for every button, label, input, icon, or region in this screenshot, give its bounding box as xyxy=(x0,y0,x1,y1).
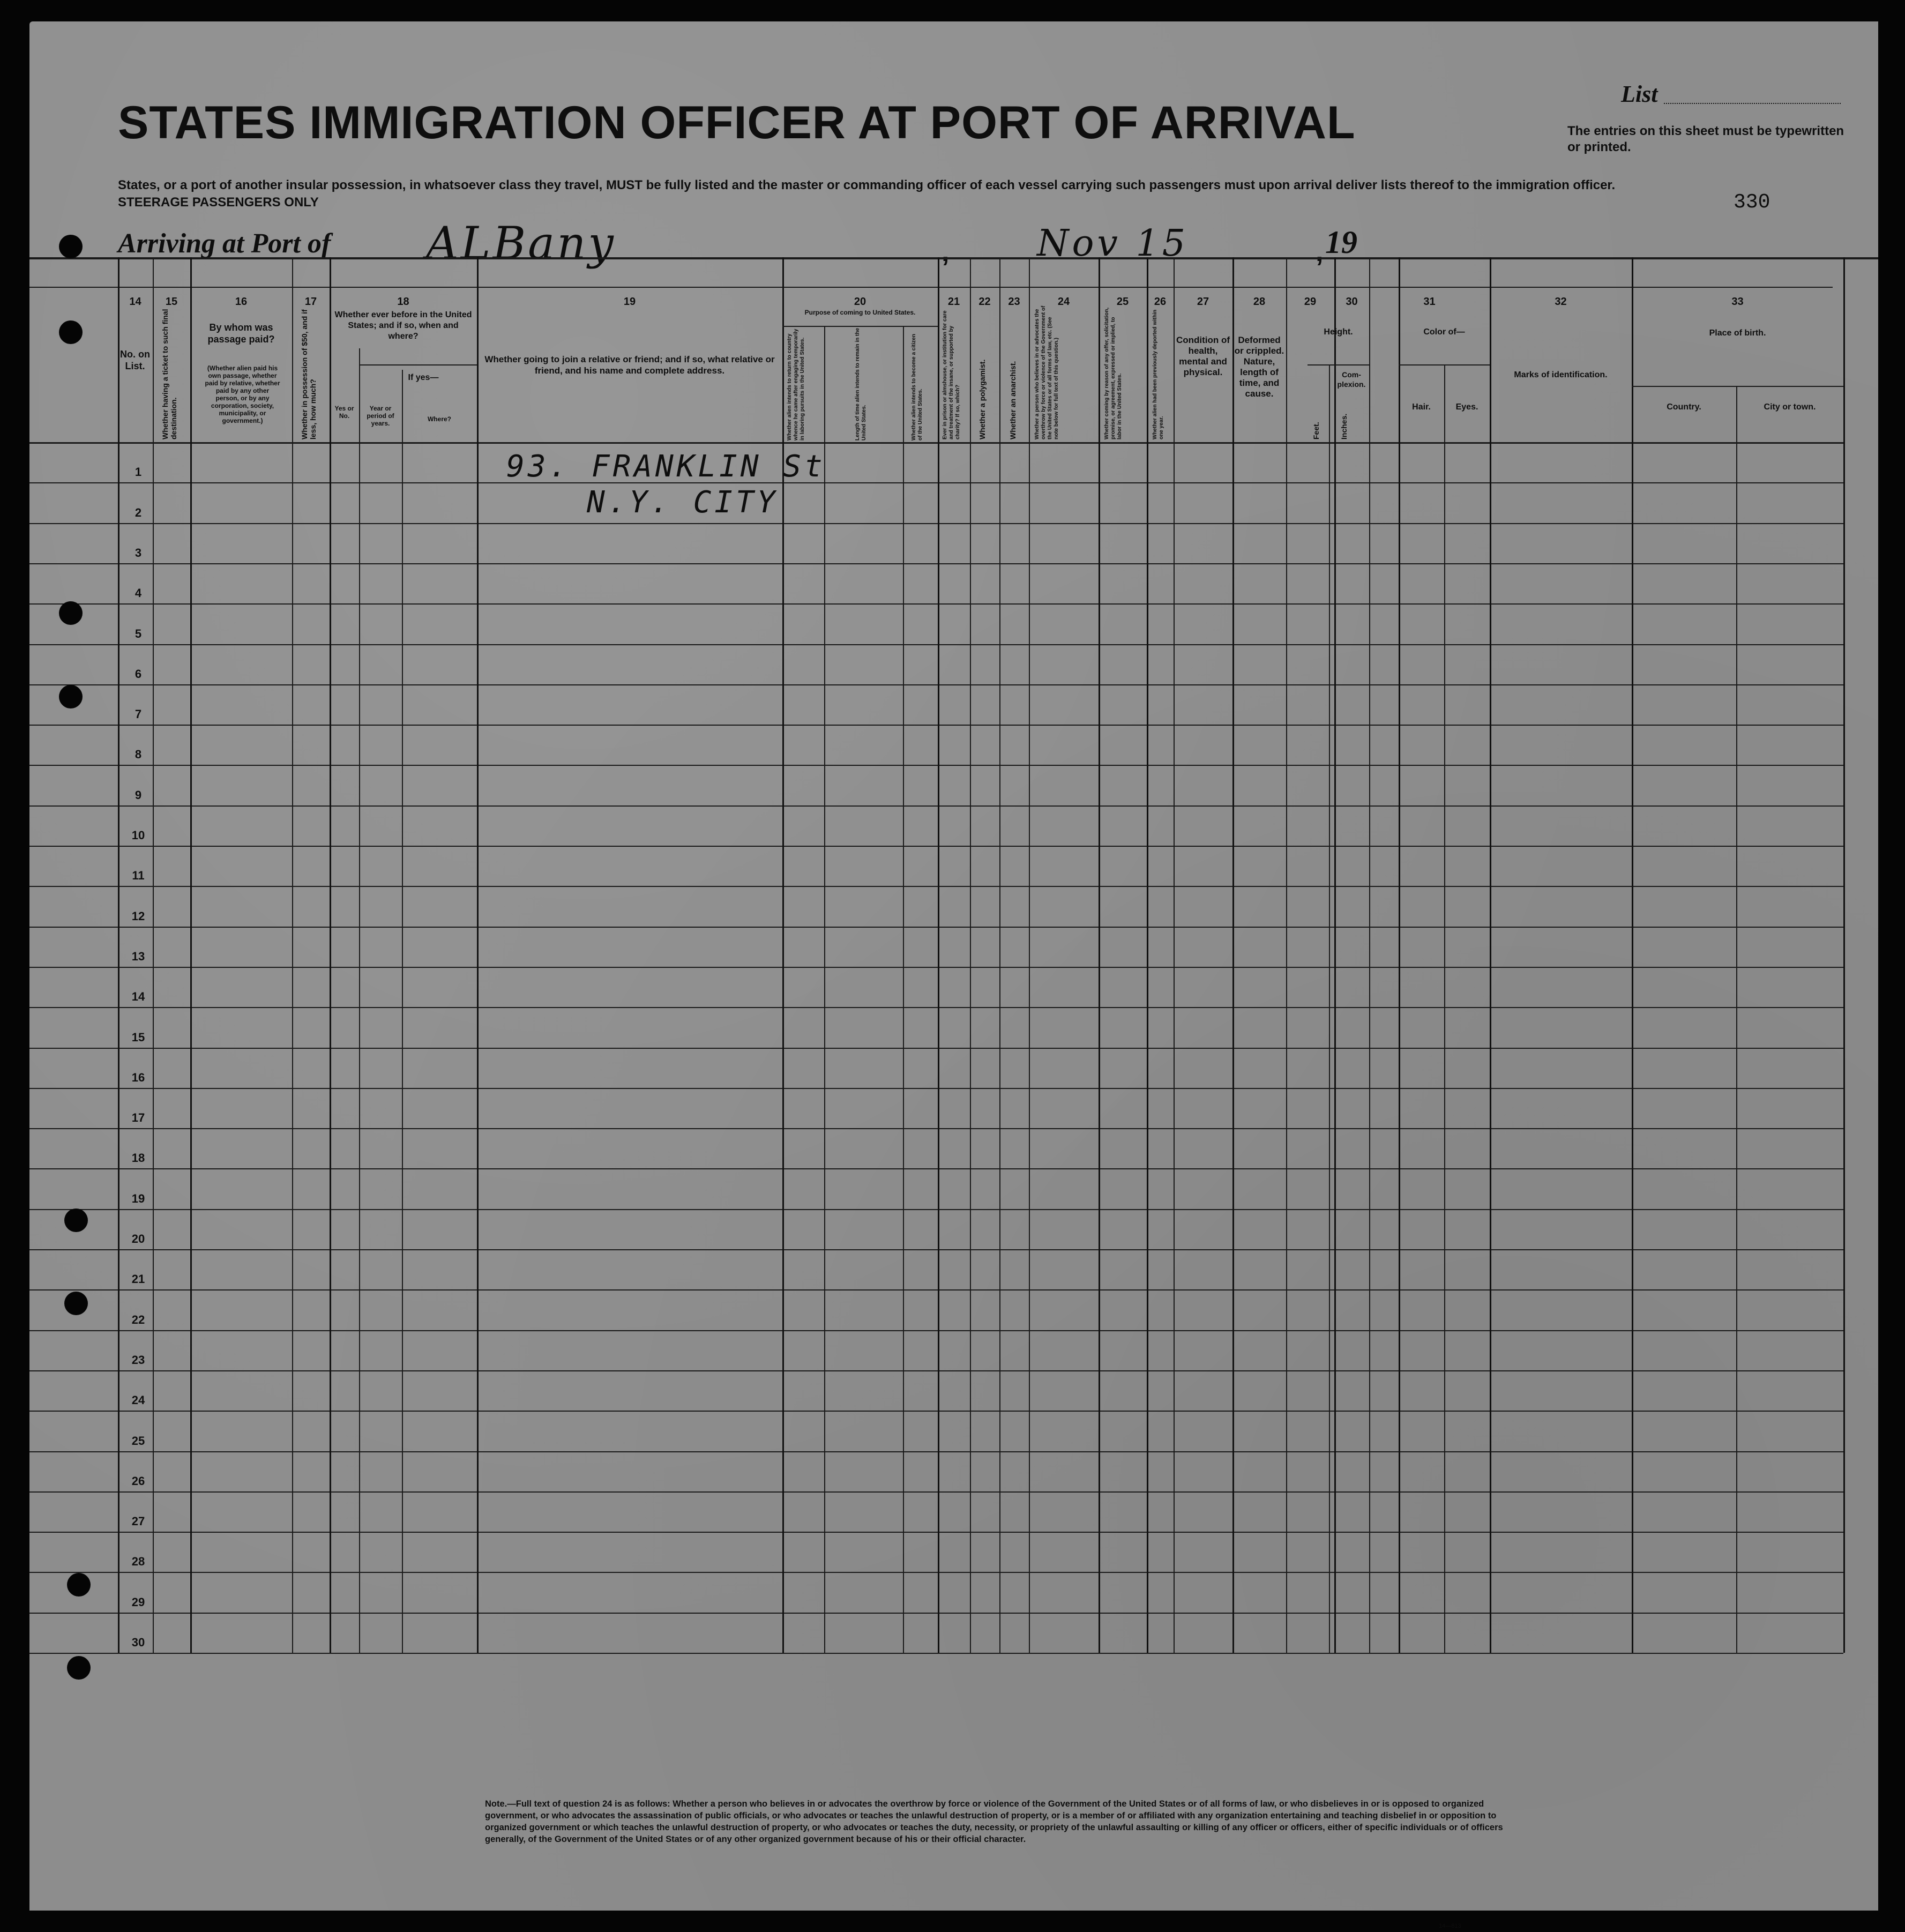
column-number: 19 xyxy=(623,296,636,308)
column-number: 29 xyxy=(1304,296,1317,308)
row-rule xyxy=(29,765,1843,766)
header-passage-paid: By whom was passage paid? xyxy=(207,322,275,345)
header-length-of-time: Length of time alien intends to remain in the United States. xyxy=(855,327,867,441)
row-number: 21 xyxy=(131,1272,145,1286)
row-number: 1 xyxy=(135,465,142,479)
header-fifty-dollars: Whether in possession of $50, and if less, how much? xyxy=(300,309,317,439)
row-rule xyxy=(29,1048,1843,1049)
row1-address-line1: 93. FRANKLIN St xyxy=(506,449,826,484)
header-eyes: Eyes. xyxy=(1455,402,1478,412)
column-number: 31 xyxy=(1423,296,1436,308)
column-rule xyxy=(477,257,479,1653)
row-number: 9 xyxy=(135,788,142,802)
column-number: 26 xyxy=(1154,296,1167,308)
row-rule xyxy=(29,1411,1843,1412)
row-number: 6 xyxy=(135,667,142,681)
header-place-of-birth: Place of birth. xyxy=(1709,329,1766,338)
row-number: 2 xyxy=(135,505,142,519)
column-rule xyxy=(1843,257,1845,1653)
column-number: 30 xyxy=(1346,296,1358,308)
column-number: 33 xyxy=(1731,296,1744,308)
column-rule xyxy=(1029,257,1030,1653)
column-rule xyxy=(1369,257,1370,1653)
row-number: 17 xyxy=(131,1111,145,1125)
column-rule xyxy=(1099,257,1100,1653)
subcolumn-rule xyxy=(1736,386,1737,1653)
subcolumn-rule xyxy=(824,326,825,1653)
row-rule xyxy=(29,1289,1843,1291)
column-rule xyxy=(118,257,119,1653)
subcolumn-rule xyxy=(1329,364,1330,1653)
subheader-rule xyxy=(1399,364,1490,365)
row-number: 18 xyxy=(131,1151,145,1165)
row-number: 27 xyxy=(131,1515,145,1528)
row-number: 20 xyxy=(131,1232,145,1245)
manifest-sheet xyxy=(29,21,1878,1929)
row-number: 16 xyxy=(131,1070,145,1084)
column-number: 22 xyxy=(978,296,991,308)
row-rule xyxy=(29,1653,1843,1654)
row-rule xyxy=(29,563,1843,564)
row-rule xyxy=(29,805,1843,807)
row-rule xyxy=(29,603,1843,605)
row-number: 15 xyxy=(131,1030,145,1044)
header-no-on-list: No. on List. xyxy=(120,349,150,371)
header-offer-labor: Whether coming by reason of any offer, solicitation, promise, or agreement, expressed or implied, to labor in the United States. xyxy=(1104,307,1123,439)
column-rule xyxy=(938,257,939,1653)
header-citizen-intent: Whether alien intends to become a citizen of the United States. xyxy=(911,334,923,441)
row-rule xyxy=(29,644,1843,645)
header-condition-health: Condition of health, mental and physical. xyxy=(1176,335,1230,377)
header-year-period: Year or period of years. xyxy=(367,405,394,427)
column-number: 20 xyxy=(854,296,866,308)
column-number: 21 xyxy=(947,296,960,308)
column-rule xyxy=(1174,257,1175,1653)
subcolumn-rule xyxy=(359,348,360,1653)
row-number: 10 xyxy=(131,829,145,842)
row-number: 29 xyxy=(131,1595,145,1609)
header-if-yes: If yes— xyxy=(408,373,439,382)
footnote-question-24: Note.—Full text of question 24 is as follows: Whether a person who believes in or advocates the overthrow by force or violence of the Government of the United States or of all forms of law, or who disbelieves in or is opposed to organized government, or who advocates the assassination of public officials, or who advocates or teaches the unlawful destruction of property, or is a member of or affiliated with any organization entertaining and teaching disbelief in or opposition to organized government or which teaches the unlawful destruction of property, or who advocates or teaches the duty, necessity, or propriety of the unlawful assaulting or killing of any officer or officers, either of specific individuals or of officers generally, of the Government of the United States or of any other organized government because of his or their official character. xyxy=(485,1799,1503,1844)
punch-hole xyxy=(64,1292,88,1315)
subcolumn-rule xyxy=(402,370,403,1653)
row-number: 22 xyxy=(131,1312,145,1326)
row-rule xyxy=(29,846,1843,847)
header-country: Country. xyxy=(1667,402,1701,412)
row-number: 24 xyxy=(131,1393,145,1407)
header-height: Height. xyxy=(1324,327,1353,337)
row-number: 4 xyxy=(135,586,142,600)
header-ticket: Whether having a ticket to such final destination. xyxy=(161,309,178,439)
punch-hole xyxy=(59,601,83,625)
header-where: Where? xyxy=(427,415,451,423)
row-number: 7 xyxy=(135,707,142,721)
header-passage-paid-note: (Whether alien paid his own passage, whether paid by relative, whether paid by any other person, or by any corporation, society, municipality, or government.) xyxy=(205,364,280,424)
column-rule xyxy=(1147,257,1148,1653)
row-number: 11 xyxy=(132,869,145,883)
column-rule xyxy=(1286,257,1287,1653)
row-number: 12 xyxy=(131,909,145,923)
comma: , xyxy=(1316,236,1324,267)
arrival-date: Nov 15 xyxy=(1037,222,1189,265)
entries-note: The entries on this sheet must be typewritten or printed. xyxy=(1567,124,1844,154)
row-rule xyxy=(29,1572,1843,1573)
row-rule xyxy=(29,927,1843,928)
row-rule xyxy=(29,1249,1843,1250)
handwritten-number: 330 xyxy=(1734,191,1770,214)
header-number-rule xyxy=(29,287,1833,288)
header-return-intent: Whether alien intends to return to country whence he came after engaging temporarily in laboring pursuits in the United States. xyxy=(787,329,805,441)
punch-hole xyxy=(64,1209,88,1232)
header-color-of: Color of— xyxy=(1423,327,1465,337)
subcolumn-rule xyxy=(903,326,904,1653)
header-feet: Feet. xyxy=(1312,422,1320,439)
subheader-rule xyxy=(359,364,477,365)
header-ever-before: Whether ever before in the United States; and if so, when and where? xyxy=(334,310,472,341)
header-bottom-rule xyxy=(29,442,1843,444)
punch-hole xyxy=(59,685,83,708)
list-label: List xyxy=(1621,81,1658,107)
row-rule xyxy=(29,1491,1843,1493)
row-rule xyxy=(29,1532,1843,1533)
column-rule xyxy=(1334,257,1336,1653)
column-number: 25 xyxy=(1116,296,1129,308)
header-going-to-join: Whether going to join a relative or friend; and if so, what relative or friend, and his name and complete address. xyxy=(484,354,775,376)
punch-hole xyxy=(59,235,83,258)
row-rule xyxy=(29,1370,1843,1371)
column-number: 32 xyxy=(1555,296,1567,308)
row-rule xyxy=(29,1613,1843,1614)
column-number: 14 xyxy=(129,296,141,308)
row-rule xyxy=(29,886,1843,887)
comma: , xyxy=(942,236,950,267)
passenger-class: STEERAGE PASSENGERS ONLY xyxy=(118,195,319,210)
header-deformed: Deformed or crippled. Nature, length of time, and cause. xyxy=(1234,335,1284,399)
column-rule xyxy=(1232,257,1234,1653)
column-number: 17 xyxy=(304,296,317,308)
header-inches: Inches. xyxy=(1340,413,1348,439)
form-number: 14—813 xyxy=(1439,1923,1461,1929)
row-rule xyxy=(29,1330,1843,1331)
row-number: 30 xyxy=(131,1636,145,1649)
column-rule xyxy=(1399,257,1400,1653)
column-rule xyxy=(999,257,1000,1653)
column-number: 15 xyxy=(165,296,178,308)
column-number: 24 xyxy=(1057,296,1070,308)
header-city: City or town. xyxy=(1764,402,1816,412)
header-deported: Whether alien had been previously deported within one year. xyxy=(1152,309,1164,439)
column-number: 16 xyxy=(235,296,248,308)
column-number: 23 xyxy=(1008,296,1020,308)
header-overthrow: Whether a person who believes in or advocates the overthrow by force or violence of the Government of the United States or of all forms of law, etc. (See note below for full text of this question.) xyxy=(1034,305,1059,439)
column-number: 28 xyxy=(1253,296,1266,308)
row-number: 13 xyxy=(131,949,145,963)
row-rule xyxy=(29,967,1843,968)
row-rule xyxy=(29,1451,1843,1452)
column-rule xyxy=(330,257,331,1653)
table-top-rule xyxy=(29,257,1878,259)
column-rule xyxy=(1632,257,1633,1653)
subcolumn-rule xyxy=(1444,364,1445,1653)
punch-hole xyxy=(67,1656,91,1680)
row-rule xyxy=(29,1007,1843,1008)
header-purpose: Purpose of coming to United States. xyxy=(804,309,916,316)
row-number: 14 xyxy=(131,990,145,1004)
column-rule xyxy=(190,257,192,1653)
subheader-rule xyxy=(1308,364,1369,365)
row-rule xyxy=(29,684,1843,685)
row-rule xyxy=(29,523,1843,524)
row-number: 25 xyxy=(131,1434,145,1448)
row-rule xyxy=(29,482,1843,483)
row-rule xyxy=(29,725,1843,726)
column-number: 18 xyxy=(397,296,409,308)
row-number: 26 xyxy=(131,1474,145,1488)
header-anarchist: Whether an anarchist. xyxy=(1008,361,1017,439)
column-rule xyxy=(1490,257,1491,1653)
column-number: 27 xyxy=(1197,296,1209,308)
port-of-arrival: ALBany xyxy=(426,217,616,270)
row-number: 19 xyxy=(131,1191,145,1205)
header-hair: Hair. xyxy=(1412,402,1431,412)
row-rule xyxy=(29,1209,1843,1210)
list-number-line xyxy=(1664,103,1841,104)
header-marks: Marks of identification. xyxy=(1514,370,1608,379)
header-polygamist: Whether a polygamist. xyxy=(978,359,987,439)
row-rule xyxy=(29,1088,1843,1089)
row-number: 23 xyxy=(131,1353,145,1367)
row-number: 28 xyxy=(131,1555,145,1569)
column-rule xyxy=(292,257,293,1653)
arrival-year: 19 xyxy=(1325,225,1357,260)
arriving-label: Arriving at Port of xyxy=(118,228,331,259)
row1-address-line2: N.Y. CITY xyxy=(587,485,779,520)
instruction-text xyxy=(118,177,1758,211)
row-number: 8 xyxy=(135,748,142,762)
header-complexion: Com-plexion. xyxy=(1337,370,1366,389)
header-yes-or-no: Yes or No. xyxy=(334,405,354,420)
row-number: 3 xyxy=(135,546,142,560)
row-number: 5 xyxy=(135,626,142,640)
subheader-rule xyxy=(1632,386,1843,387)
instruction-line: States, or a port of another insular possession, in whatsoever class they travel, MUST be fully listed and the master or commanding officer of each vessel carrying such passengers must upon arrival deliver lists thereof to the immigration officer. xyxy=(118,178,1616,192)
row-rule xyxy=(29,1168,1843,1169)
column-rule xyxy=(970,257,971,1653)
punch-hole xyxy=(67,1573,91,1597)
form-title: STATES IMMIGRATION OFFICER AT PORT OF ARRIVAL xyxy=(118,97,1356,148)
punch-hole xyxy=(59,320,83,344)
header-prison: Ever in prison or almshouse, or institution for care and treatment of the insane, or supported by charity? If so, which? xyxy=(942,310,961,439)
row-rule xyxy=(29,1128,1843,1129)
subheader-rule xyxy=(782,326,938,327)
